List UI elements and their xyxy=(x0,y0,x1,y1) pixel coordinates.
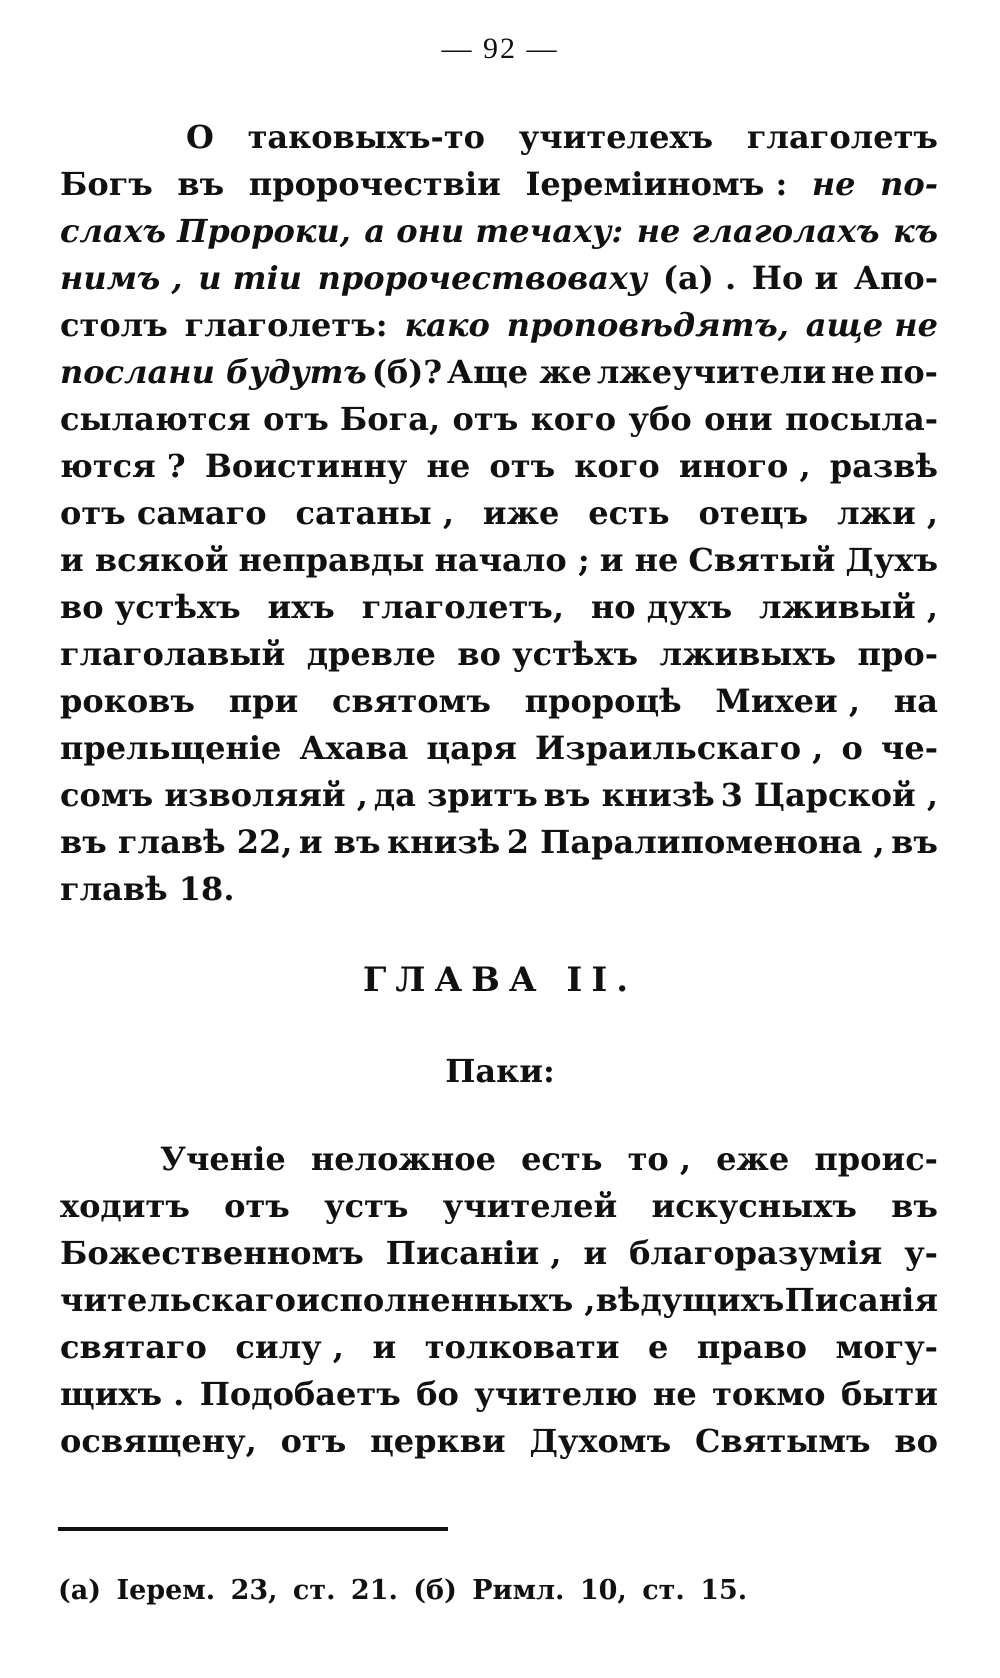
word: Писанія xyxy=(784,1281,938,1319)
word: есть xyxy=(588,494,670,532)
word: е xyxy=(647,1328,669,1366)
text-line xyxy=(60,1234,938,1281)
word: Духомъ xyxy=(529,1422,672,1460)
word: не xyxy=(831,353,875,391)
word: отъ xyxy=(280,1422,347,1460)
word: благоразумія xyxy=(629,1234,883,1272)
text-line xyxy=(60,729,938,776)
word: въ главѣ 22, xyxy=(60,823,293,861)
word: право xyxy=(696,1328,807,1366)
word: по- xyxy=(879,353,938,391)
word: у- xyxy=(904,1234,938,1272)
word: Ученіе xyxy=(160,1140,286,1178)
word: еже xyxy=(716,1140,790,1178)
word: святаго xyxy=(60,1328,207,1366)
word: пророцѣ xyxy=(524,682,682,720)
word: и не xyxy=(599,541,679,579)
word: отъ xyxy=(224,1187,290,1225)
word: да зритъ xyxy=(373,776,538,814)
word: къ xyxy=(893,212,938,250)
text-line xyxy=(60,165,938,212)
text-line xyxy=(60,1281,938,1328)
paragraph-2 xyxy=(60,1140,938,1469)
word: учителю xyxy=(474,1375,638,1413)
word: Писаніи , xyxy=(385,1234,562,1272)
word: проис- xyxy=(814,1140,938,1178)
word: и въ xyxy=(298,823,381,861)
word: посыла- xyxy=(785,400,938,438)
word: проповѣдятъ, xyxy=(506,306,789,344)
footnote: (а) Iерем. 23, ст. 21. (б) Римл. 10, ст. 15. xyxy=(58,1575,748,1606)
word: въ книзѣ xyxy=(543,776,715,814)
paragraph-1 xyxy=(60,118,938,917)
word: иного , xyxy=(678,447,811,485)
word: токмо xyxy=(712,1375,826,1413)
word: отъ xyxy=(489,447,556,485)
word: въ xyxy=(891,823,938,861)
word: на xyxy=(893,682,938,720)
subheading: Паки: xyxy=(445,1052,555,1090)
word: кого xyxy=(574,447,660,485)
word: они xyxy=(704,400,773,438)
word: не xyxy=(426,447,471,485)
word: отецъ xyxy=(698,494,809,532)
word: отъ xyxy=(452,400,519,438)
text-line xyxy=(60,1140,938,1187)
word: ихъ xyxy=(267,588,335,626)
word: щихъ . xyxy=(60,1375,185,1413)
chapter-heading: ГЛАВА II. xyxy=(362,960,638,1000)
word: но духъ xyxy=(590,588,733,626)
word: исполненныхъ , xyxy=(296,1281,596,1319)
word: сатаны , xyxy=(295,494,455,532)
word: есть xyxy=(521,1140,603,1178)
word: глаголетъ: xyxy=(184,306,388,344)
word: царя xyxy=(426,729,517,767)
word: во устѣхъ xyxy=(457,635,639,673)
word: роковъ xyxy=(60,682,195,720)
word: 3 Царской , xyxy=(720,776,938,814)
word: глаголетъ, xyxy=(361,588,564,626)
text-line xyxy=(60,776,938,823)
word: Богъ xyxy=(60,165,153,203)
word: кого xyxy=(530,400,617,438)
word: Божественномъ xyxy=(60,1234,364,1272)
word: иже xyxy=(482,494,560,532)
word: лжи , xyxy=(837,494,938,532)
word: освящену, xyxy=(60,1422,257,1460)
text-line xyxy=(60,118,938,165)
text-line xyxy=(60,870,938,917)
word: отъ самаго xyxy=(60,494,267,532)
text-line xyxy=(60,1328,938,1375)
word: Святымъ xyxy=(694,1422,871,1460)
word: нимъ , xyxy=(60,259,183,297)
text-line xyxy=(60,306,938,353)
word: во устѣхъ xyxy=(60,588,241,626)
word: 2 Паралипоменона , xyxy=(506,823,885,861)
word: книзѣ xyxy=(387,823,501,861)
word: Воистинну xyxy=(204,447,408,485)
word: аще не xyxy=(805,306,938,344)
text-line xyxy=(60,1187,938,1234)
word: и всякой xyxy=(60,541,229,579)
word: силу , xyxy=(235,1328,344,1366)
word: искусныхъ xyxy=(651,1187,857,1225)
word: сомъ изволяяй , xyxy=(60,776,368,814)
word: и xyxy=(583,1234,608,1272)
word: про- xyxy=(857,635,938,673)
word: столъ xyxy=(60,306,168,344)
word: во xyxy=(894,1422,938,1460)
word: при xyxy=(228,682,299,720)
word: Михеи , xyxy=(715,682,861,720)
text-line xyxy=(60,1375,938,1422)
word: лжеучители xyxy=(596,353,827,391)
word: лживыхъ xyxy=(659,635,837,673)
word: бо xyxy=(416,1375,459,1413)
word: Ахава xyxy=(299,729,409,767)
word: церкви xyxy=(370,1422,506,1460)
word: таковыхъ-то xyxy=(247,118,485,156)
word: Израильскаго , xyxy=(534,729,824,767)
footnote-rule xyxy=(58,1527,448,1531)
text-line xyxy=(60,353,938,400)
text-line xyxy=(60,1422,938,1469)
word: и xyxy=(372,1328,397,1366)
word: не глаголахъ xyxy=(636,212,880,250)
text-line xyxy=(60,212,938,259)
word: Аще же xyxy=(447,353,592,391)
text-line xyxy=(60,823,938,870)
word: отъ Бога, xyxy=(263,400,441,438)
word: учителей xyxy=(442,1187,618,1225)
word: толковати xyxy=(424,1328,620,1366)
word: пророчествіи xyxy=(248,165,501,203)
text-line xyxy=(60,400,938,447)
word: то , xyxy=(627,1140,692,1178)
word: Святый xyxy=(688,541,836,579)
word: (б)? xyxy=(371,353,443,391)
text-line xyxy=(60,494,938,541)
word: святомъ xyxy=(332,682,491,720)
word: не xyxy=(811,165,856,203)
word: Іереміиномъ : xyxy=(525,165,788,203)
text-line xyxy=(60,588,938,635)
word: и тіи xyxy=(198,259,302,297)
text-line xyxy=(60,447,938,494)
word: че- xyxy=(880,729,938,767)
word: ходитъ xyxy=(60,1187,190,1225)
word: О xyxy=(186,118,214,156)
word: лживый , xyxy=(759,588,938,626)
text-line xyxy=(60,259,938,306)
word: древле xyxy=(306,635,436,673)
word: Духъ xyxy=(845,541,938,579)
word: по- xyxy=(880,165,938,203)
word: а они течаху: xyxy=(364,212,624,250)
page-number: — 92 — xyxy=(441,32,559,65)
word: развѣ xyxy=(829,447,938,485)
word: быти xyxy=(840,1375,938,1413)
word: Но и xyxy=(751,259,839,297)
word: устъ xyxy=(324,1187,409,1225)
word: могу- xyxy=(835,1328,938,1366)
word: учителехъ xyxy=(518,118,714,156)
word: сылаются xyxy=(60,400,251,438)
word: ются ? xyxy=(60,447,186,485)
word: чительскаго xyxy=(60,1281,296,1319)
text-line xyxy=(60,541,938,588)
word: како xyxy=(404,306,490,344)
word: пророчествоваху xyxy=(317,259,648,297)
word: глаголавый xyxy=(60,635,286,673)
word: глаголетъ xyxy=(746,118,938,156)
word: послани будутъ xyxy=(60,353,367,391)
word: въ xyxy=(177,165,225,203)
word: о xyxy=(841,729,863,767)
text-line xyxy=(60,635,938,682)
word: (а) . xyxy=(662,259,737,297)
word: вѣдущихъ xyxy=(595,1281,785,1319)
word: слахъ Пророки, xyxy=(60,212,351,250)
word: въ xyxy=(891,1187,938,1225)
word: Подобаетъ xyxy=(199,1375,401,1413)
word: неправды xyxy=(238,541,425,579)
word: убо xyxy=(628,400,692,438)
word: не xyxy=(652,1375,697,1413)
word: начало ; xyxy=(434,541,590,579)
word: неложное xyxy=(310,1140,496,1178)
text-line xyxy=(60,682,938,729)
word: прельщеніе xyxy=(60,729,282,767)
word: Апо- xyxy=(853,259,938,297)
word: главѣ 18. xyxy=(60,870,235,908)
